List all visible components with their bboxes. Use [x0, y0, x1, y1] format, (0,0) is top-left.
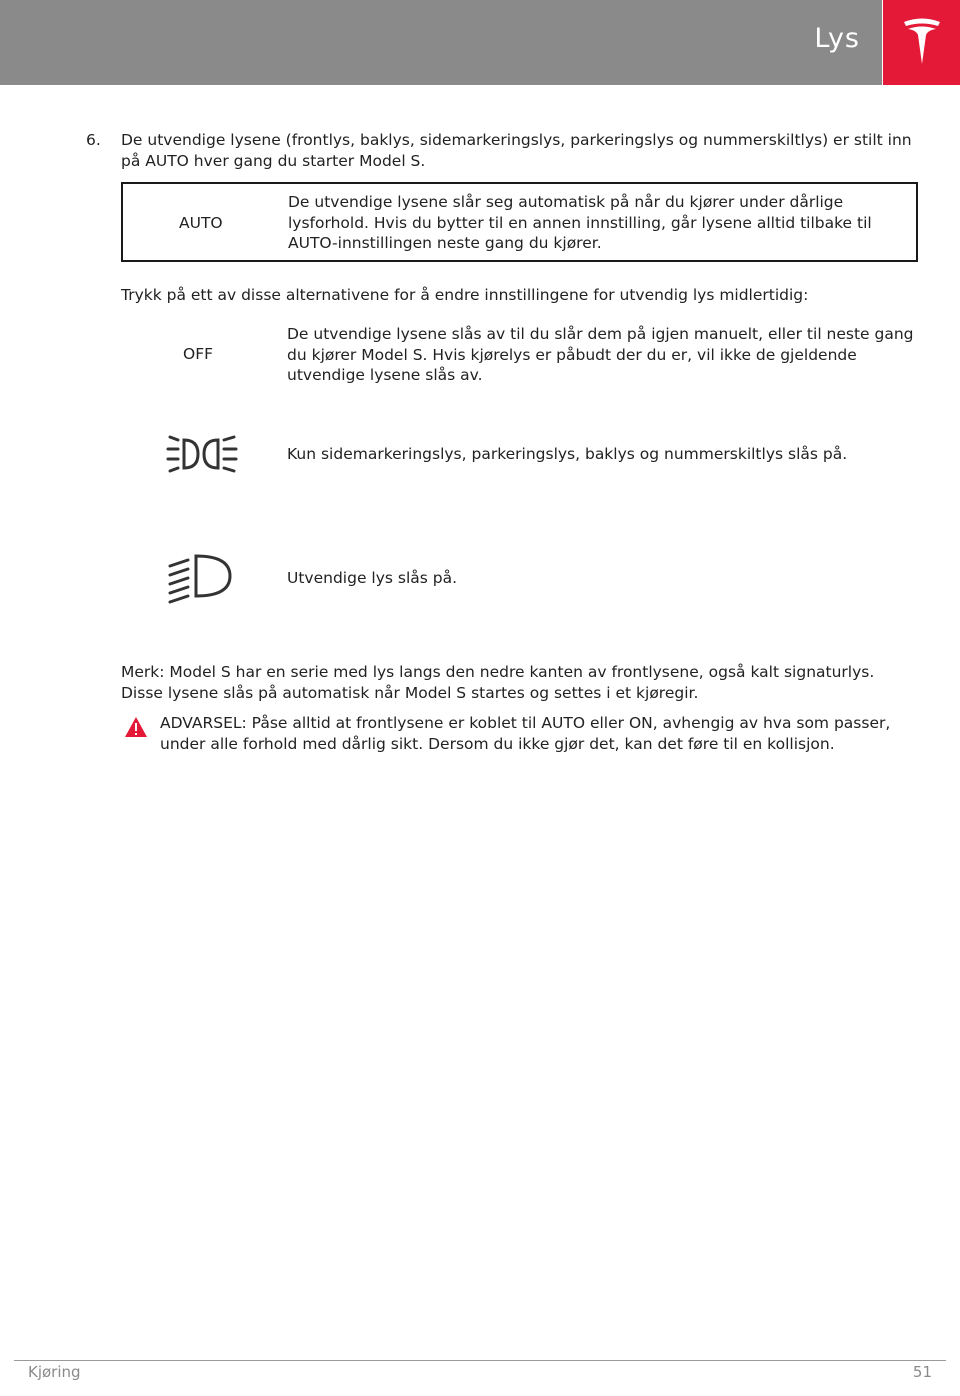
footer-page-number: 51 [912, 1363, 932, 1381]
auto-description: De utvendige lysene slår seg automatisk på når du kjører under dårlige lysforhold. Hvis du bytter til en annen innstilling, går lysene alltid tilbake til AUTO-innstillingen neste gang du kjører. [288, 193, 872, 252]
step-number: 6. [86, 131, 101, 149]
instruction-text: Trykk på ett av disse alternativene for å endre innstillingene for utvendig lys midlertidig: [121, 286, 809, 304]
auto-label: AUTO [179, 214, 223, 232]
warning-icon [124, 716, 148, 744]
parking-lights-description: Kun sidemarkeringslys, parkeringslys, baklys og nummerskiltlys slås på. [287, 445, 848, 463]
header-bar [0, 0, 882, 85]
auto-setting-table [121, 182, 918, 262]
page-title: Lys [814, 23, 860, 54]
headlights-icon [166, 550, 238, 612]
footer-divider [14, 1360, 946, 1361]
warning-text: ADVARSEL: Påse alltid at frontlysene er koblet til AUTO eller ON, avhengig av hva som passer, under alle forhold med dårlig sikt. Dersom du ikke gjør det, kan det føre til en kollisjon. [160, 714, 891, 753]
off-label: OFF [183, 345, 214, 363]
parking-lights-icon [166, 432, 238, 480]
tesla-logo-icon [902, 16, 942, 66]
step-text: De utvendige lysene (frontlys, baklys, sidemarkeringslys, parkeringslys og nummerskiltlys) er stilt inn på AUTO hver gang du starter Model S. [121, 131, 912, 170]
note-text: Merk: Model S har en serie med lys langs den nedre kanten av frontlysene, også kalt signaturlys. Disse lysene slås på automatisk når Model S startes og settes i et kjøregir. [121, 663, 875, 702]
logo-box [883, 0, 960, 85]
off-description: De utvendige lysene slås av til du slår dem på igjen manuelt, eller til neste gang du kjører Model S. Hvis kjørelys er påbudt der du er, vil ikke de gjeldende utvendige lysene slås av. [287, 325, 914, 384]
headlights-description: Utvendige lys slås på. [287, 569, 458, 587]
footer-section: Kjøring [28, 1363, 81, 1381]
